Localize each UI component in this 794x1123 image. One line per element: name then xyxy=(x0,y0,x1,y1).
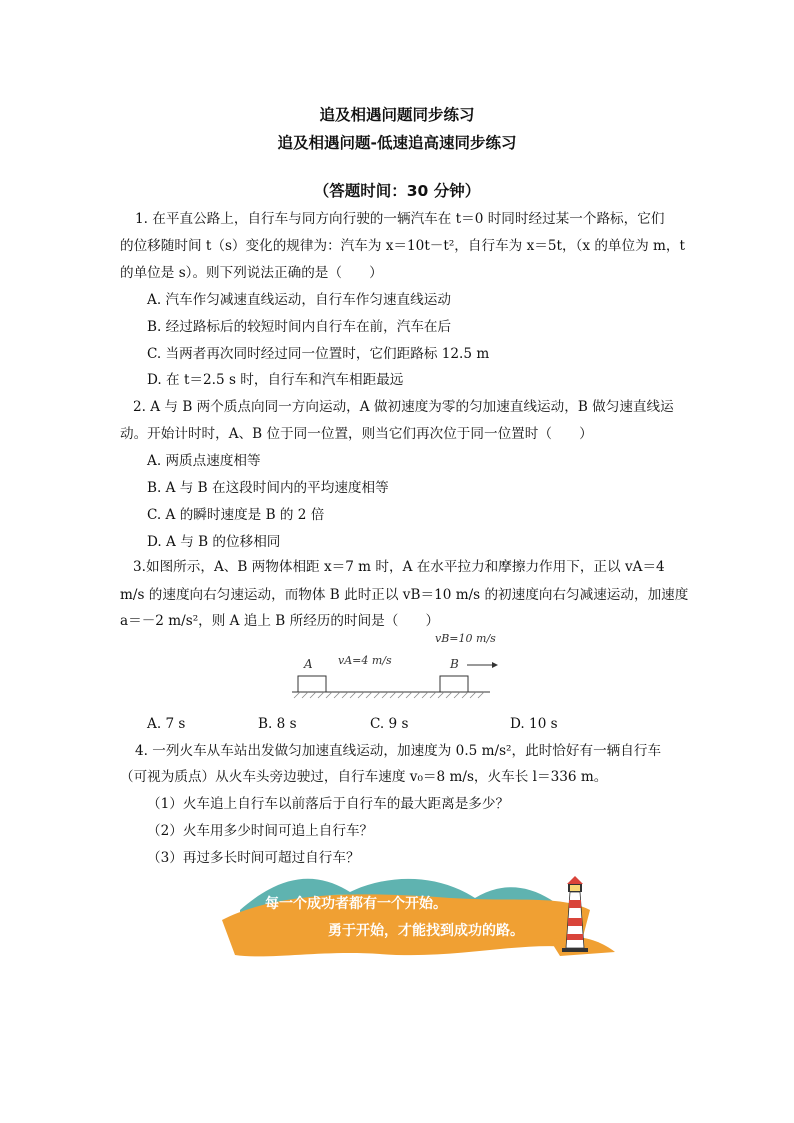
q2-option-c: C. A 的瞬时速度是 B 的 2 倍 xyxy=(147,507,325,523)
banner-line-2: 勇于开始，才能找到成功的路。 xyxy=(328,923,524,939)
q3-choice-a: A. 7 s xyxy=(147,716,186,732)
q2-option-a: A. 两质点速度相等 xyxy=(147,453,261,469)
ground-hatch xyxy=(294,692,484,698)
q3-choice-c: C. 9 s xyxy=(370,716,409,732)
q1-line-1: 1. 在平直公路上，自行车与同方向行驶的一辆汽车在 t＝0 时同时经过某一个路标，它们 xyxy=(135,211,665,227)
va-label: vA=4 m/s xyxy=(338,654,392,667)
vb-arrowhead xyxy=(492,662,498,668)
q3-line-2: m/s 的速度向右匀速运动，而物体 B 此时正以 vB＝10 m/s 的初速度向右匀减速运动，加速度 xyxy=(120,587,689,603)
block-b xyxy=(440,676,468,692)
q3-motion-diagram xyxy=(290,630,520,700)
q1-line-2: 的位移随时间 t（s）变化的规律为：汽车为 x＝10t－t²，自行车为 x＝5t，（x 的单位为 m，t xyxy=(120,238,685,254)
q4-line-2: （可视为质点）从火车头旁边驶过，自行车速度 v₀＝8 m/s，火车长 l＝336 m。 xyxy=(120,769,608,785)
motivation-banner xyxy=(220,870,620,962)
q2-line-2: 动。开始计时时，A、B 位于同一位置，则当它们再次位于同一位置时（ ） xyxy=(120,426,593,442)
q2-option-b: B. A 与 B 在这段时间内的平均速度相等 xyxy=(147,480,389,496)
page-title: 追及相遇问题同步练习 xyxy=(319,106,475,124)
q3-choice-d: D. 10 s xyxy=(510,716,558,732)
vb-label: vB=10 m/s xyxy=(435,632,496,645)
time-note: （答题时间：30 分钟） xyxy=(313,182,481,200)
q1-option-c: C. 当两者再次同时经过同一位置时，它们距路标 12.5 m xyxy=(147,346,490,362)
block-a xyxy=(298,676,326,692)
q1-line-3: 的单位是 s）。则下列说法正确的是（ ） xyxy=(120,265,383,281)
q1-option-b: B. 经过路标后的较短时间内自行车在前，汽车在后 xyxy=(147,319,452,335)
q3-line-3: a＝－2 m/s²，则 A 追上 B 所经历的时间是（ ） xyxy=(120,613,440,629)
q1-option-a: A. 汽车作匀减速直线运动，自行车作匀速直线运动 xyxy=(147,292,451,308)
q4-sub-3: （3）再过多长时间可超过自行车？ xyxy=(147,850,360,866)
label-b: B xyxy=(450,657,459,671)
q2-option-d: D. A 与 B 的位移相同 xyxy=(147,534,281,550)
banner-line-1: 每一个成功者都有一个开始。 xyxy=(265,896,447,912)
q3-line-1: 3.如图所示，A、B 两物体相距 x＝7 m 时，A 在水平拉力和摩擦力作用下，正以 vA＝4 xyxy=(133,559,665,575)
q4-line-1: 4. 一列火车从车站出发做匀加速直线运动，加速度为 0.5 m/s²，此时恰好有一辆自行车 xyxy=(135,743,662,759)
q1-option-d: D. 在 t＝2.5 s 时，自行车和汽车相距最远 xyxy=(147,372,404,388)
q3-choice-b: B. 8 s xyxy=(258,716,297,732)
label-a: A xyxy=(304,657,313,671)
page-subtitle: 追及相遇问题-低速追高速同步练习 xyxy=(277,134,517,152)
q4-sub-1: （1）火车追上自行车以前落后于自行车的最大距离是多少？ xyxy=(147,796,510,812)
q4-sub-2: （2）火车用多少时间可追上自行车？ xyxy=(147,823,374,839)
q2-line-1: 2. A 与 B 两个质点向同一方向运动，A 做初速度为零的匀加速直线运动，B 做匀速直线运 xyxy=(133,399,674,415)
